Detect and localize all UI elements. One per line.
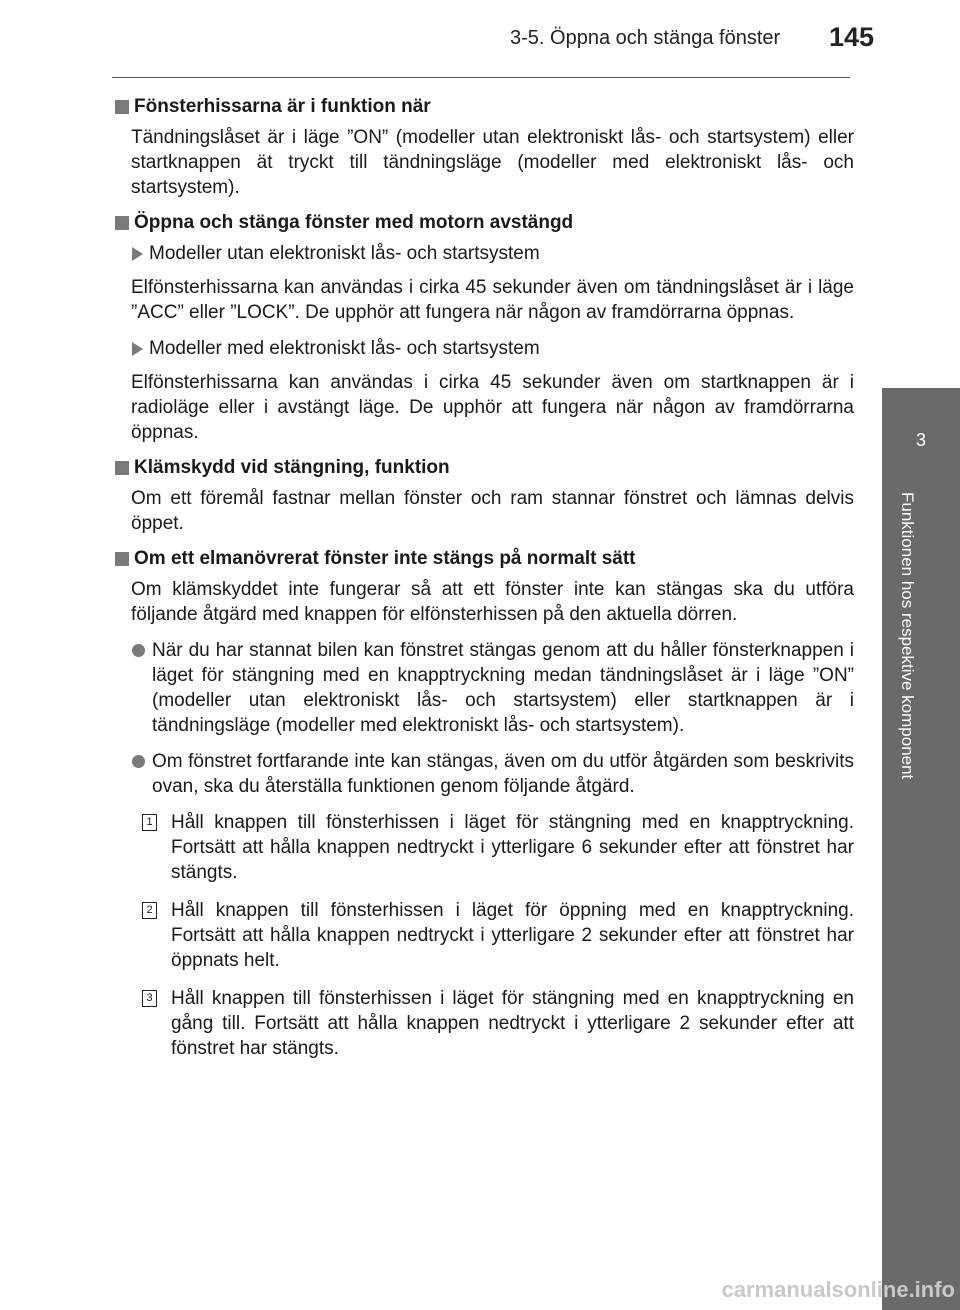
step-text: Håll knappen till fönsterhissen i läget för öppning med en knapptryckning. Fortsätt att hålla knappen nedtryckt i ytterligare 2 sekunder efter att fönstret har öppnats helt.	[171, 900, 854, 971]
step-number: 2	[142, 902, 157, 919]
step-item	[142, 810, 854, 885]
square-bullet-icon	[115, 552, 129, 566]
triangle-arrow-icon	[132, 247, 143, 261]
header-divider	[112, 77, 850, 78]
chapter-label: Funktionen hos respektive komponent	[898, 492, 917, 780]
paragraph: Elfönsterhissarna kan användas i cirka 45 sekunder även om tändningslåset är i läge ”ACC” eller ”LOCK”. De upphör att fungera när någon av framdörrarna öppnas.	[131, 277, 854, 323]
step-number: 3	[142, 990, 157, 1007]
watermark: carmanualsonline.info	[721, 1277, 955, 1302]
heading-text: Om ett elmanövrerat fönster inte stängs på normalt sätt	[134, 548, 636, 569]
section-heading	[112, 95, 854, 118]
heading-text: Fönsterhissarna är i funktion när	[134, 96, 431, 117]
triangle-arrow-icon	[132, 342, 143, 356]
page-number: 145	[829, 22, 875, 52]
model-subheading	[132, 336, 854, 361]
section-heading	[112, 211, 854, 234]
square-bullet-icon	[115, 100, 129, 114]
heading-text: Klämskydd vid stängning, funktion	[134, 457, 450, 478]
section-title: 3-5. Öppna och stänga fönster	[510, 27, 781, 49]
step-text: Håll knappen till fönsterhissen i läget för stängning med en knapptryckning en gång till. Fortsätt att hålla knappen nedtryckt i ytterligare 2 sekunder efter att fönstret har stängts.	[171, 988, 854, 1059]
chapter-number: 3	[915, 430, 926, 450]
page-content	[112, 95, 854, 1074]
paragraph: Tändningslåset är i läge ”ON” (modeller utan elektroniskt lås- och startsystem) eller startknappen ät tryckt till tändningsläge (modeller med elektroniskt lås- och startsystem).	[131, 127, 854, 198]
section-heading	[112, 456, 854, 479]
square-bullet-icon	[115, 216, 129, 230]
bullet-text: När du har stannat bilen kan fönstret stängas genom att du håller fönsterknappen i läget för stängning med en knapptryckning medan tändningslåset är i läge ”ON” (modeller utan elektroniskt lås- och startsystem) eller startknappen är i tändningsläge (modeller med elektroniskt lås- och startsystem).	[152, 640, 854, 736]
step-text: Håll knappen till fönsterhissen i läget för stängning med en knapptryckning. Fortsätt att hålla knappen nedtryckt i ytterligare 6 sekunder efter att fönstret har stängts.	[171, 812, 854, 883]
step-number: 1	[142, 814, 157, 831]
list-item	[132, 749, 854, 799]
heading-text: Öppna och stänga fönster med motorn avstängd	[134, 212, 574, 233]
paragraph: Elfönsterhissarna kan användas i cirka 45 sekunder även om startknappen är i radioläge eller i avstängt läge. De upphör att fungera när någon av framdörrarna öppnas.	[131, 372, 854, 443]
circle-bullet-icon	[132, 755, 145, 768]
model-label: Modeller med elektroniskt lås- och startsystem	[149, 338, 540, 359]
list-item	[132, 638, 854, 738]
model-label: Modeller utan elektroniskt lås- och startsystem	[149, 243, 540, 264]
step-item	[142, 898, 854, 973]
step-item	[142, 986, 854, 1061]
circle-bullet-icon	[132, 644, 145, 657]
square-bullet-icon	[115, 461, 129, 475]
bullet-text: Om fönstret fortfarande inte kan stängas, även om du utför åtgärden som beskrivits ovan, ska du återställa funktionen genom följande åtgärd.	[152, 751, 854, 797]
section-heading	[112, 547, 854, 570]
paragraph: Om ett föremål fastnar mellan fönster och ram stannar fönstret och lämnas delvis öppet.	[131, 488, 854, 534]
paragraph: Om klämskyddet inte fungerar så att ett fönster inte kan stängas ska du utföra följande åtgärd med knappen för elfönsterhissen på den aktuella dörren.	[131, 579, 854, 625]
model-subheading	[132, 241, 854, 266]
